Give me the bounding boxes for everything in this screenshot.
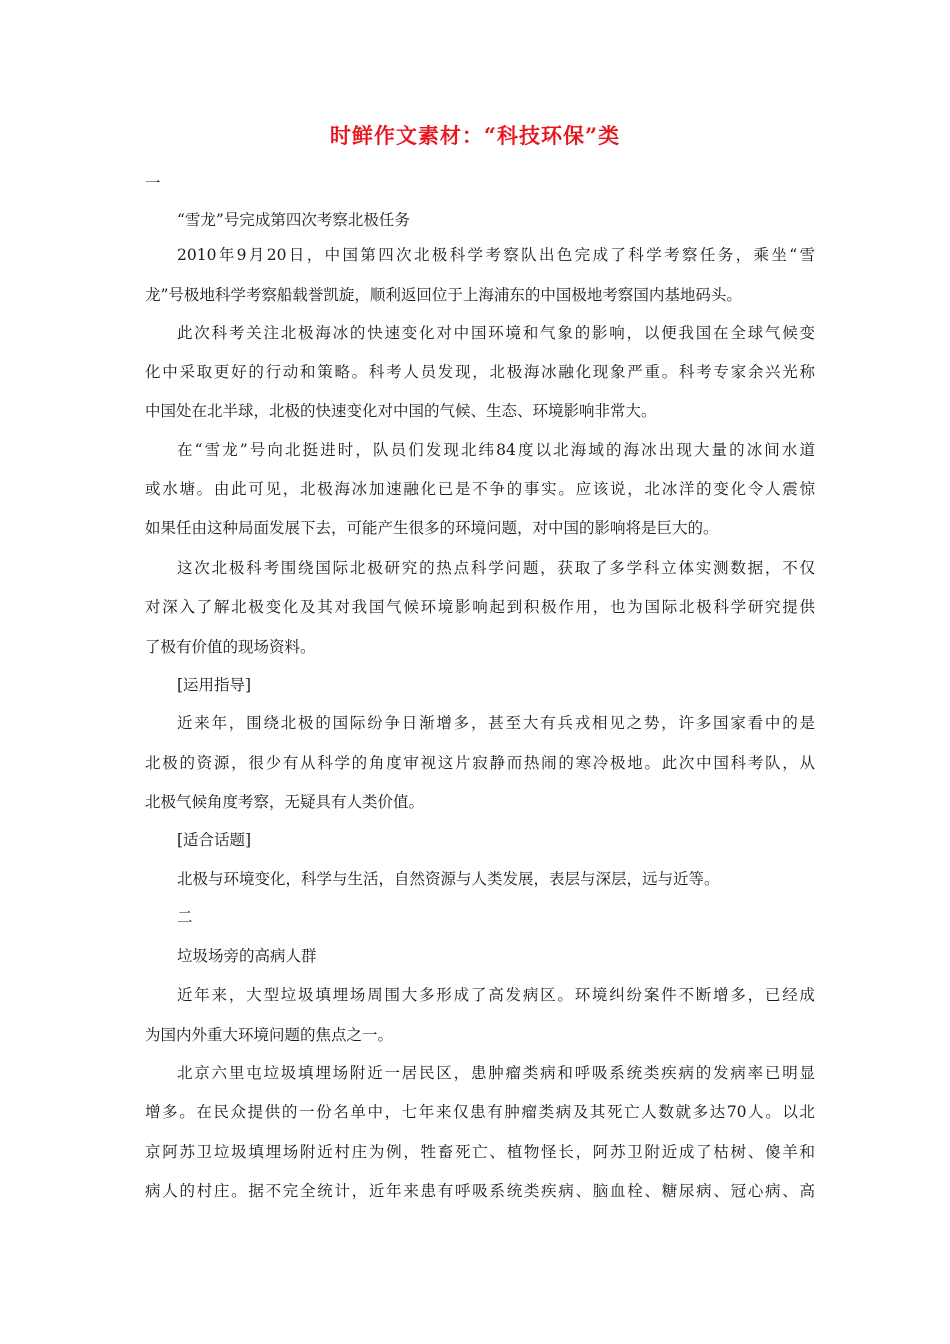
paragraph-line: 中国处在北半球，北极的快速变化对中国的气候、生态、环境影响非常大。: [145, 402, 657, 420]
paragraph-line: 京阿苏卫垃圾填埋场附近村庄为例，牲畜死亡、植物怪长，阿苏卫附近成了枯树、傻羊和: [145, 1143, 815, 1161]
paragraph-line: 近来年，围绕北极的国际纷争日渐增多，甚至大有兵戎相见之势，许多国家看中的是: [177, 714, 815, 732]
paragraph-line: 北极的资源，很少有从科学的角度审视这片寂静而热闹的寒冷极地。此次中国科考队，从: [145, 754, 815, 772]
paragraph-line: 为国内外重大环境问题的焦点之一。: [145, 1026, 394, 1044]
paragraph-line: 龙”号极地科学考察船载誉凯旋，顺利返回位于上海浦东的中国极地考察国内基地码头。: [145, 286, 742, 304]
paragraph-line: 北京六里屯垃圾填埋场附近一居民区，患肿瘤类病和呼吸系统类疾病的发病率已明显: [177, 1064, 815, 1082]
paragraph-line: 化中采取更好的行动和策略。科考人员发现，北极海冰融化现象严重。科考专家余兴光称: [145, 363, 815, 381]
paragraph-line: 2010年9月20日，中国第四次北极科学考察队出色完成了科学考察任务，乘坐“雪: [177, 246, 815, 264]
paragraph-line: 增多。在民众提供的一份名单中，七年来仅患有肿瘤类病及其死亡人数就多达70人。以北: [145, 1103, 815, 1121]
section-number-two: 二: [177, 908, 193, 926]
paragraph-line: 对深入了解北极变化及其对我国气候环境影响起到积极作用，也为国际北极科学研究提供: [145, 598, 815, 616]
paragraph-line: 了极有价值的现场资料。: [145, 638, 316, 656]
paragraph-line: 北极与环境变化，科学与生活，自然资源与人类发展，表层与深层，远与近等。: [177, 870, 720, 888]
section-heading: 垃圾场旁的高病人群: [177, 947, 317, 965]
paragraph-line: 如果任由这种局面发展下去，可能产生很多的环境问题，对中国的影响将是巨大的。: [145, 519, 719, 537]
paragraph-line: 近年来，大型垃圾填埋场周围大多形成了高发病区。环境纠纷案件不断增多，已经成: [177, 986, 815, 1004]
paragraph-line: 在“雪龙”号向北挺进时，队员们发现北纬84度以北海域的海冰出现大量的冰间水道: [177, 441, 815, 459]
paragraph-line: 或水塘。由此可见，北极海冰加速融化已是不争的事实。应该说，北冰洋的变化令人震惊: [145, 480, 815, 498]
paragraph-line: 此次科考关注北极海冰的快速变化对中国环境和气象的影响，以便我国在全球气候变: [177, 324, 815, 342]
suitable-topics-label: [适合话题]: [177, 831, 252, 849]
paragraph-line: 这次北极科考围绕国际北极研究的热点科学问题，获取了多学科立体实测数据，不仅: [177, 559, 815, 577]
usage-guide-label: [运用指导]: [177, 676, 252, 694]
paragraph-line: 病人的村庄。据不完全统计，近年来患有呼吸系统类疾病、脑血栓、糖尿病、冠心病、高: [145, 1182, 815, 1200]
document-title: 时鲜作文素材：“科技环保”类: [329, 123, 621, 148]
section-number-one: 一: [145, 174, 161, 192]
section-heading: “雪龙”号完成第四次考察北极任务: [177, 211, 410, 229]
paragraph-line: 北极气候角度考察，无疑具有人类价值。: [145, 793, 425, 811]
